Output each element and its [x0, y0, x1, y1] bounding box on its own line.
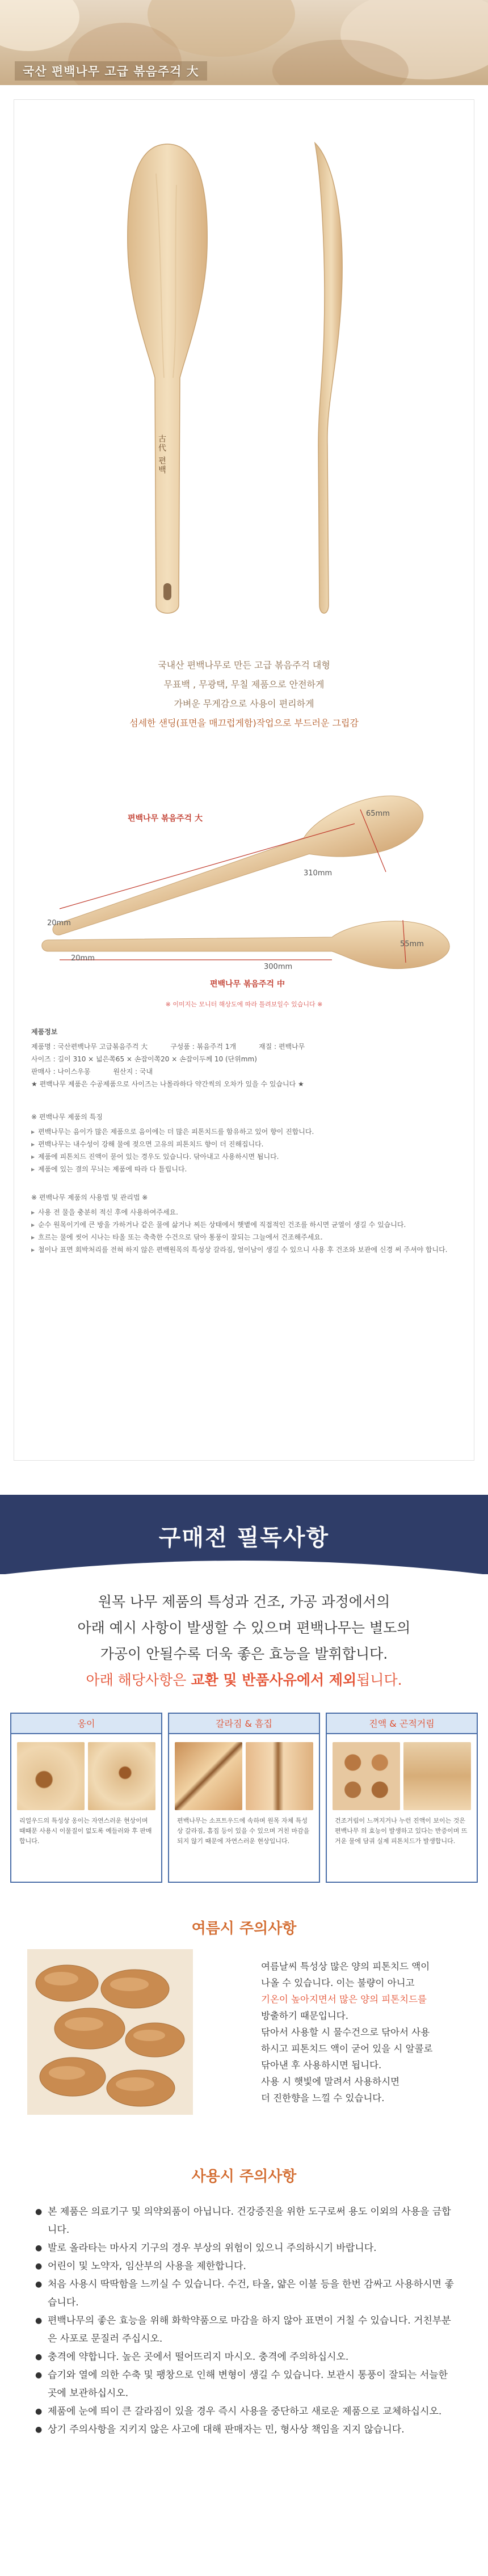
- summer-text: [261, 1958, 477, 2106]
- notice-banner: [0, 1495, 488, 1574]
- info-row-2: [31, 1065, 457, 1078]
- info-seller: 판매사 : 나이스우몽: [31, 1068, 91, 1076]
- medium-length: 300mm: [264, 963, 293, 971]
- card-images: [327, 1734, 477, 1816]
- intro-highlight: [0, 1667, 488, 1693]
- spoon-front-image: [122, 140, 213, 627]
- resolution-caution: ※ 이미지는 모니터 해상도에 따라 틀려보일수 있습니다 ※: [165, 1001, 323, 1008]
- product-views: [14, 100, 474, 656]
- spoon-stamp: 古代 편백: [157, 435, 166, 475]
- summer-title: 여름시 주의사항: [191, 1920, 297, 1937]
- header-title: 국산 편백나무 고급 볶음주걱 大: [23, 65, 199, 78]
- usage-item: ● 어린이 및 노약자, 임산부의 사용을 제한합니다.: [35, 2257, 460, 2275]
- card-knot: [10, 1713, 162, 1883]
- summer-line: 닦아낸 후 사용하시면 됩니다.: [261, 2060, 382, 2071]
- knot-image: [88, 1742, 155, 1810]
- resin-image: [403, 1742, 471, 1810]
- info-material: 재질 : 편백나무: [259, 1043, 305, 1051]
- summer-line: 나올 수 있습니다. 이는 불량이 아니고: [261, 1978, 415, 1988]
- card-images: [11, 1734, 161, 1816]
- header-title-box: [15, 61, 207, 81]
- usage-item: ● 충격에 약합니다. 높은 곳에서 떨어뜨리지 마시오. 충격에 주의하십시오.: [35, 2348, 460, 2366]
- large-width: 65mm: [366, 810, 390, 818]
- summer-line: 사용 시 햇빛에 말려서 사용하시면: [261, 2076, 400, 2087]
- large-handle: 20mm: [47, 919, 71, 927]
- banner-curve: [0, 1552, 488, 1575]
- card-title: 갈라짐 & 흠집: [169, 1714, 319, 1734]
- usage-item: ● 상기 주의사항을 지키지 않은 사고에 대해 판매자는 민, 형사상 책임을 지지 않습니다.: [35, 2421, 460, 2439]
- usage-item: ● 제품에 눈에 띄이 큰 갈라짐이 있을 경우 즉시 사용을 중단하고 새로운 제품으로 교체하십시오.: [35, 2402, 460, 2421]
- care-heading: ※ 편백나무 제품의 사용법 및 관리법 ※: [31, 1194, 148, 1201]
- product-info: [14, 1009, 474, 1256]
- notice-cards: [0, 1693, 488, 1883]
- info-name: 제품명 : 국산편백나무 고급볶음주걱 大: [31, 1043, 148, 1051]
- large-length: 310mm: [304, 869, 333, 878]
- crack-image: [175, 1742, 242, 1810]
- summer-line: 여름날씨 특성상 많은 양의 피톤치드 액이: [261, 1961, 430, 1972]
- product-panel: [14, 99, 474, 1461]
- usage-list: [0, 2186, 488, 2439]
- note-item: ▶ 제품에 있는 결의 무늬는 제품에 따라 다 틀립니다.: [31, 1163, 457, 1175]
- card-text: 편백나무는 소프트우드에 속하며 원목 자체 특성상 갈라짐, 흠집 등이 있을 수 있으며 거친 마감을 되지 않기 때문에 자연스러운 현상입니다.: [177, 1817, 310, 1845]
- summer-section: [0, 1949, 488, 2148]
- info-components: 구성품 : 볶음주걱 1개: [170, 1043, 237, 1051]
- note-item: ▶ 편백나무는 음이가 많은 제품으로 음이에는 더 많은 피톤치드를 함유하고 있어 향이 진합니다.: [31, 1125, 457, 1138]
- resin-image: [333, 1742, 400, 1810]
- crack-image: [246, 1742, 313, 1810]
- usage-item: ● 발로 올라타는 마사지 기구의 경우 부상의 위험이 있으니 주의하시기 바랍니다.: [35, 2239, 460, 2257]
- medium-width: 55mm: [400, 940, 424, 948]
- note-item: ▶ 제품에 피톤치드 진액이 묻어 있는 경우도 있습니다. 닦아내고 사용하시면 됩니다.: [31, 1150, 457, 1163]
- summer-line: 방출하기 때문입니다.: [261, 2010, 348, 2021]
- card-crack: [168, 1713, 320, 1883]
- usage-item: ● 편백나무의 좋은 효능을 위해 화학약품으로 마감을 하지 않아 표면이 거칠 수 있습니다. 거친부분은 사포로 문질러 주십시오.: [35, 2312, 460, 2348]
- notice-intro: [0, 1574, 488, 1693]
- spoon-side-image: [304, 140, 355, 627]
- info-heading: 제품정보: [31, 1028, 58, 1036]
- intro-hl-post: 됩니다.: [356, 1672, 402, 1688]
- summer-line: 기온이 높아지면서 많은 양의 피톤치드를: [261, 1994, 427, 2005]
- intro-line-3: 가공이 안될수록 더욱 좋은 효능을 발휘합니다.: [100, 1646, 388, 1662]
- usage-item: ● 처음 사용시 딱딱함을 느끼실 수 있습니다. 수건, 타올, 얇은 이불 등을 한번 감싸고 사용하시면 좋습니다.: [35, 2275, 460, 2312]
- care-item: ▶ 철이나 표면 회박처리를 전혀 하지 않은 편백원목의 특성상 갈라짐, 얼이남이 생길 수 있으니 사용 후 건조와 보관에 신경 써 주셔야 합니다.: [31, 1243, 457, 1256]
- desc-line-1: 국내산 편백나무로 만든 고급 볶음주걱 대형: [158, 660, 330, 671]
- card-images: [169, 1734, 319, 1816]
- summer-line: 닦아서 사용할 시 물수건으로 닦아서 사용: [261, 2027, 430, 2038]
- intro-line-1: 원목 나무 제품의 특성과 건조, 가공 과정에서의: [98, 1593, 390, 1610]
- desc-line-2: 무표백 , 무광택, 무칠 제품으로 안전하게: [163, 679, 325, 690]
- product-description: [14, 656, 474, 733]
- note-item: ▶ 편백나무는 내수성이 강해 물에 젖으면 고유의 피톤치드 향이 더 진해집니다.: [31, 1138, 457, 1150]
- card-title: 옹이: [11, 1714, 161, 1734]
- intro-hl-pre: 아래 해당사항은: [86, 1672, 191, 1688]
- notice-title: 구매전 필독사항: [158, 1525, 330, 1551]
- care-notes: [31, 1191, 457, 1256]
- info-size: 사이즈 : 길이 310 × 넓은쪽65 × 손잡이쪽20 × 손잡이두께 10 (단위mm): [31, 1055, 257, 1063]
- card-text: 건조거림이 느껴지거나 누런 진액이 보이는 것은 편백나무 의 효능이 발생하고 있다는 반증이며 뜨거운 물에 담궈 실제 피톤치드가 발생합니다.: [335, 1817, 468, 1845]
- care-item: ▶ 순수 원목이기에 큰 방울 가하거나 같은 물에 삶거나 찌든 상태에서 햇볕에 직접적인 건조를 하시면 균열이 생길 수 있습니다.: [31, 1219, 457, 1231]
- intro-line-2: 아래 예시 사항이 발생할 수 있으며 편백나무는 별도의: [77, 1620, 411, 1636]
- header-banner: [0, 0, 488, 85]
- summer-line: 더 진한향을 느낄 수 있습니다.: [261, 2093, 385, 2103]
- intro-hl-bold: 교환 및 반품사유에서 제외: [191, 1672, 357, 1688]
- card-text: 리얼우드의 특성상 옹이는 자연스러운 현상이며 때때문 사용시 이물질이 없도록 예들러와 후 판매합니다.: [19, 1817, 152, 1845]
- info-star-note: ★ 편백나무 제품은 수공제품으로 사이즈는 나몰라하다 약간씩의 오차가 있을 수 있습니다 ★: [31, 1080, 304, 1088]
- desc-line-4: 섬세한 샌딩(표면을 매끄럽게함)작업으로 부드러운 그립감: [129, 718, 359, 728]
- wood-blocks-photo: [27, 1949, 193, 2115]
- usage-title: 사용시 주의사항: [191, 2168, 297, 2185]
- usage-item: ● 본 제품은 의료기구 및 의약외품이 아닙니다. 건강증진을 위한 도구로써 용도 이외의 사용을 금합니다.: [35, 2203, 460, 2239]
- dimension-diagram: [14, 767, 474, 994]
- large-spoon-label: 편백나무 볶음주걱 大: [128, 814, 203, 823]
- medium-handle: 20mm: [71, 954, 95, 963]
- info-row-1: [31, 1040, 457, 1053]
- knot-image: [17, 1742, 85, 1810]
- card-title: 진액 & 곤적거림: [327, 1714, 477, 1734]
- feature-notes: [31, 1111, 457, 1175]
- card-resin: [326, 1713, 478, 1883]
- info-origin: 원산지 : 국내: [113, 1068, 153, 1076]
- care-item: ▶ 사용 전 물을 충분히 적신 후에 사용하여주세요.: [31, 1206, 457, 1219]
- care-item: ▶ 흐르는 물에 씻어 시나는 타올 또는 축축한 수건으로 닦아 통풍이 잘되는 그늘에서 건조해주세요.: [31, 1231, 457, 1243]
- medium-spoon-label: 편백나무 볶음주걱 中: [210, 980, 285, 989]
- notes-heading: ※ 편백나무 제품의 특징: [31, 1113, 103, 1121]
- desc-line-3: 가벼운 무게감으로 사용이 편리하게: [174, 698, 314, 709]
- usage-item: ● 습기와 열에 의한 수축 및 팽창으로 인해 변형이 생길 수 있습니다. 보관시 통풍이 잘되는 서늘한 곳에 보관하십시오.: [35, 2366, 460, 2402]
- summer-line: 하시고 피톤치드 액이 굳어 있을 시 알콜로: [261, 2043, 433, 2054]
